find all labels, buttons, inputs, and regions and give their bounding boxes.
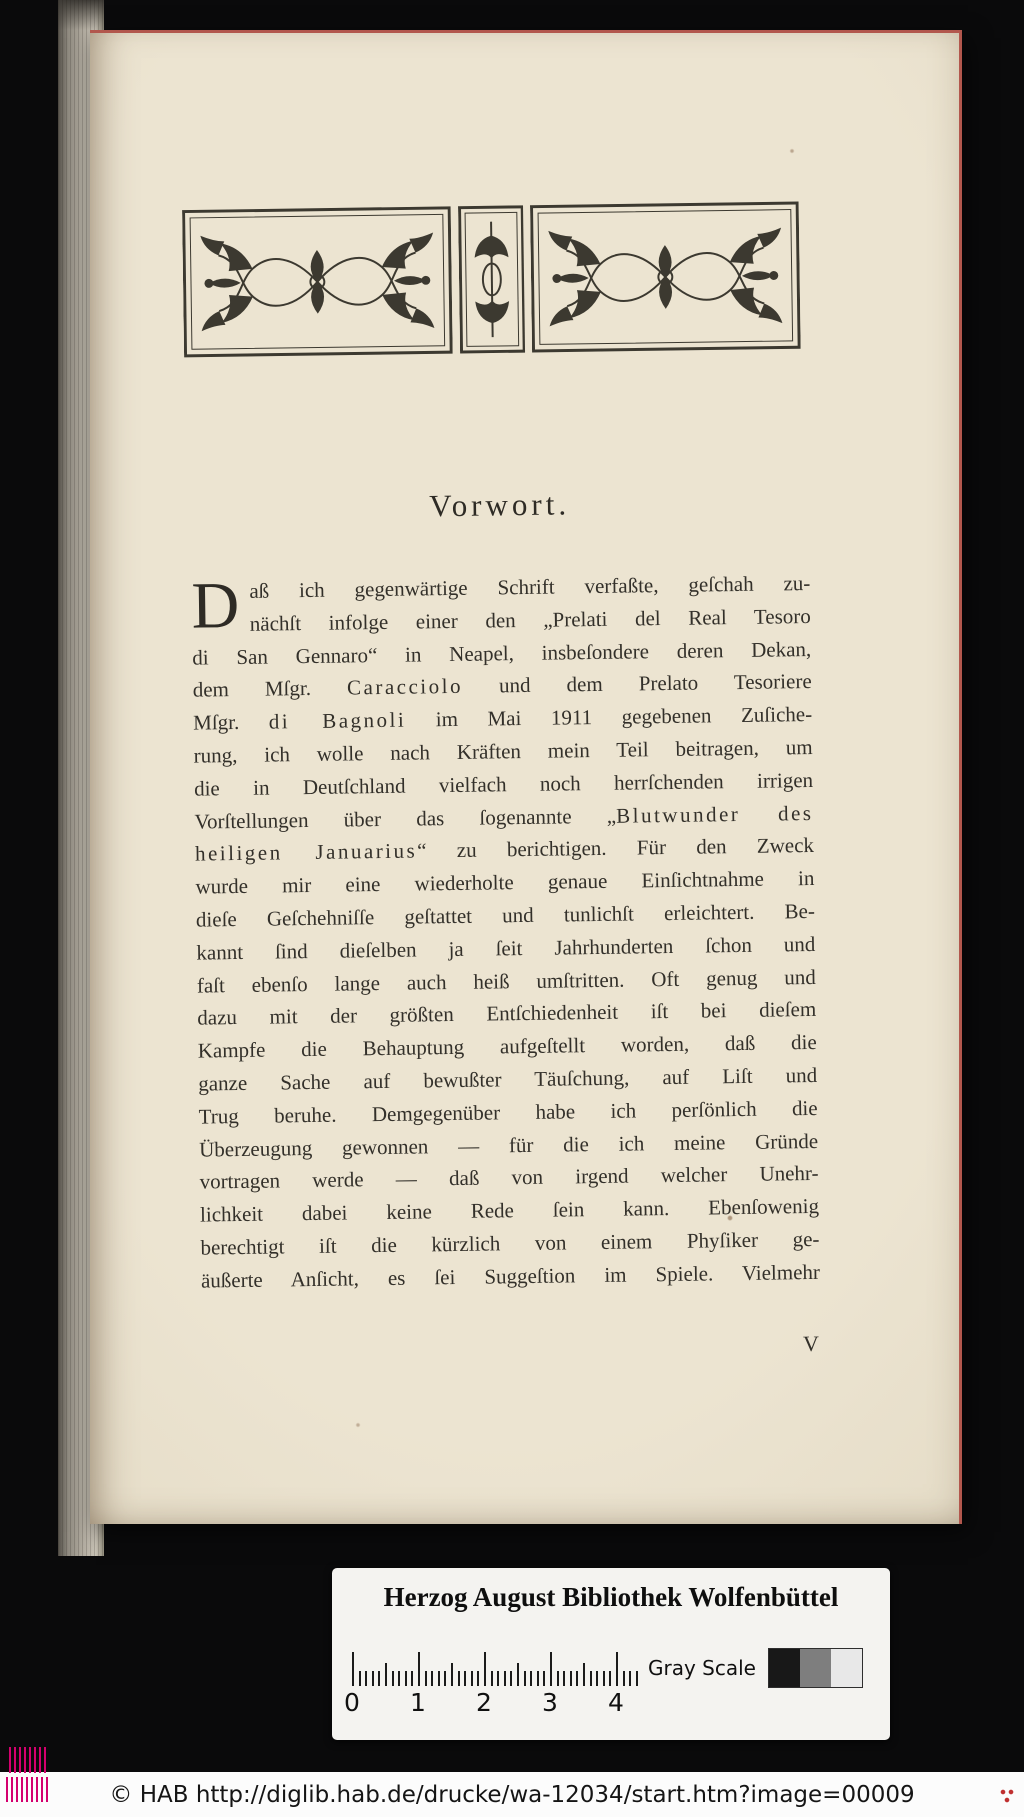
text-segment: und dem Prelato Tesoriere	[462, 669, 812, 699]
ruler-tick	[517, 1663, 519, 1686]
floral-ornament-right-icon	[530, 201, 801, 353]
text-segment: berechtigt iſt die kürzlich von einem Phyſiker ge-	[200, 1226, 820, 1260]
emphasized-text: di Bagnoli	[268, 707, 407, 734]
ruler-tick	[444, 1671, 446, 1686]
ruler-number: 2	[476, 1688, 492, 1717]
gray-scale-swatch	[831, 1649, 862, 1687]
emphasized-text: Blutwunder des	[615, 800, 814, 828]
ruler-tick	[425, 1671, 427, 1686]
ruler-tick	[392, 1671, 394, 1686]
text-segment: Kampfe die Behauptung aufgeſtellt worden, daß die	[197, 1030, 817, 1063]
ruler-tick	[550, 1652, 552, 1686]
text-segment: ganze Sache auf bewußter Täuſchung, auf Liſt und	[198, 1062, 818, 1096]
ruler-tick	[378, 1671, 380, 1686]
ruler-tick	[352, 1652, 354, 1686]
copyright-bar	[0, 1772, 1024, 1817]
ruler	[352, 1652, 644, 1686]
ruler-tick	[576, 1671, 578, 1686]
ruler-tick	[563, 1671, 565, 1686]
opening-lines	[249, 567, 811, 640]
ruler-tick	[629, 1671, 631, 1686]
header-ornament	[182, 201, 801, 358]
text-segment: Überzeugung gewonnen — für die ich meine Gründe	[198, 1128, 819, 1162]
drop-cap: D	[191, 568, 240, 643]
body-text	[191, 567, 820, 1297]
chapter-title: Vorwort.	[429, 486, 571, 524]
text-segment: äußerte Anſicht, es ſei Suggeſtion im Spiele. Vielmehr	[200, 1259, 821, 1293]
text-segment: wurde mir eine wiederholte genaue Einſichtnahme in	[195, 866, 815, 899]
text-segment: dazu mit der größten Entſchiedenheit iſt bei dieſem	[197, 997, 817, 1030]
ruler-tick	[524, 1671, 526, 1686]
text-segment: “ zu berichtigen. Für den Zweck	[417, 833, 815, 863]
text-segment: dieſe Geſchehniſſe geſtattet und tunlichſt erleichtert. Be-	[195, 898, 816, 932]
ruler-tick	[497, 1671, 499, 1686]
red-dots-mark	[999, 1789, 1017, 1804]
text-segment: kannt ſind dieſelben ja ſeit Jahrhunderten ſchon und	[196, 931, 816, 965]
ruler-tick	[543, 1671, 545, 1686]
ruler-tick	[590, 1671, 592, 1686]
emphasized-text: Caracciolo	[346, 674, 464, 700]
text-segment: dem Mſgr.	[192, 675, 348, 703]
text-segment: di San Gennaro“ in Neapel, insbeſondere deren Dekan,	[192, 636, 812, 670]
ruler-tick	[385, 1663, 387, 1686]
ruler-tick	[616, 1652, 618, 1686]
ruler-tick	[484, 1652, 486, 1686]
ruler-tick	[405, 1671, 407, 1686]
ruler-tick	[477, 1671, 479, 1686]
ruler-tick	[603, 1671, 605, 1686]
ruler-tick	[438, 1671, 440, 1686]
text-segment: vortragen werde — daß von irgend welcher Unehr-	[199, 1161, 819, 1194]
ruler-tick	[411, 1671, 413, 1686]
ruler-tick	[464, 1671, 466, 1686]
ruler-tick	[537, 1671, 539, 1686]
ruler-tick	[583, 1663, 585, 1686]
ruler-number: 3	[542, 1688, 558, 1717]
text-segment: nächſt infolge einer den „Prelati del Real Tesoro	[249, 603, 811, 636]
magenta-barcode-mark	[6, 1777, 50, 1802]
ruler-number: 0	[344, 1688, 360, 1717]
magenta-barcode-mark	[9, 1747, 47, 1773]
library-name: Herzog August Bibliothek Wolfenbüttel	[383, 1582, 839, 1612]
ruler-numbers	[344, 1688, 644, 1718]
ruler-tick	[359, 1671, 361, 1686]
ruler-number: 4	[608, 1688, 624, 1717]
paragraph-lines	[192, 633, 820, 1298]
text-segment: rung, ich wolle nach Kräften mein Teil beitragen, um	[193, 734, 813, 768]
ruler-tick	[570, 1671, 572, 1686]
floral-ornament-left-icon	[182, 206, 453, 358]
floral-ornament-center-icon	[458, 205, 526, 354]
gray-scale-swatch	[769, 1649, 800, 1687]
ruler-tick	[557, 1671, 559, 1686]
page-content	[80, 27, 970, 1530]
calibration-plate	[332, 1568, 890, 1740]
ruler-tick	[451, 1663, 453, 1686]
ruler-tick	[623, 1671, 625, 1686]
gray-scale-label: Gray Scale	[648, 1656, 756, 1680]
ruler-tick	[398, 1671, 400, 1686]
ruler-tick	[471, 1671, 473, 1686]
opening-paragraph	[191, 567, 811, 641]
ruler-tick	[510, 1671, 512, 1686]
copyright-text: © HAB http://diglib.hab.de/drucke/wa-12034/start.htm?image=00009	[109, 1781, 915, 1808]
ruler-tick	[365, 1671, 367, 1686]
text-segment: Trug beruhe. Demgegenüber habe ich perſönlich die	[198, 1095, 818, 1129]
text-segment: die in Deutſchland vielfach noch herrſchenden irrigen	[193, 767, 814, 801]
ruler-tick	[491, 1671, 493, 1686]
gray-scale-swatches	[768, 1648, 863, 1688]
book-page	[90, 30, 962, 1524]
ruler-number: 1	[410, 1688, 426, 1717]
gray-scale-swatch	[800, 1649, 831, 1687]
color-calibration-mark	[6, 1747, 52, 1805]
ruler-tick	[418, 1652, 420, 1686]
text-segment: im Mai 1911 gegebenen Zuſiche-	[406, 702, 813, 732]
ruler-tick	[458, 1671, 460, 1686]
gray-scale	[648, 1648, 863, 1688]
page-number: V	[802, 1330, 820, 1356]
ruler-tick	[596, 1671, 598, 1686]
text-segment: lichkeit dabei keine Rede ſein kann. Ebenſowenig	[199, 1194, 820, 1227]
text-segment: faſt ebenſo lange auch heiß umſtritten. Oft genug und	[196, 964, 816, 998]
ruler-tick	[372, 1671, 374, 1686]
ruler-tick	[530, 1671, 532, 1686]
ruler-tick	[431, 1671, 433, 1686]
text-segment: Vorſtellungen über das ſogenannte „	[194, 803, 617, 834]
emphasized-text: heiligen Januarius	[194, 838, 418, 866]
ruler-tick	[609, 1671, 611, 1686]
ruler-tick	[504, 1671, 506, 1686]
ruler-tick	[636, 1671, 638, 1686]
text-segment: Mſgr.	[193, 709, 270, 735]
text-segment: aß ich gegenwärtige Schrift verfaßte, geſchah zu-	[249, 570, 811, 603]
